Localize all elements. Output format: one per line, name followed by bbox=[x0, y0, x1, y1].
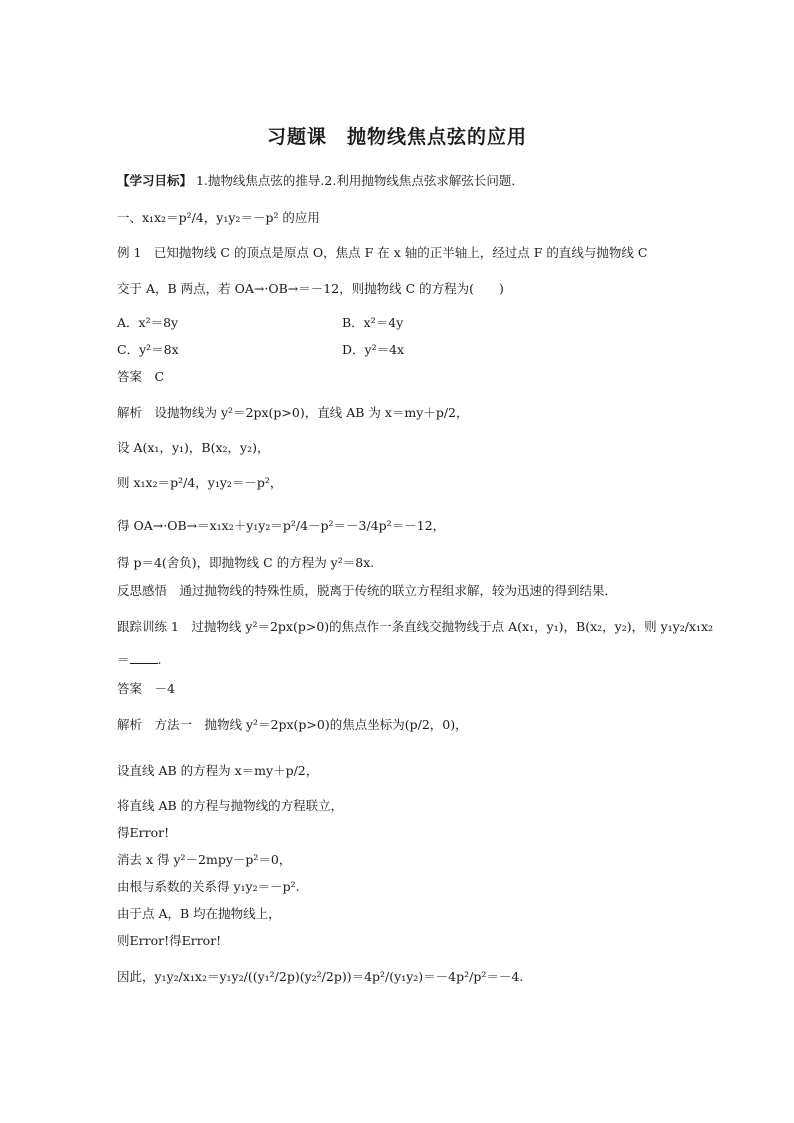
practice1-analysis-1: 解析 方法一 抛物线 y²＝2px(p>0)的焦点坐标为(p/2，0)， bbox=[117, 717, 468, 732]
example1-line1: 例 1 已知抛物线 C 的顶点是原点 O，焦点 F 在 x 轴的正半轴上，经过点 F 的直线与抛物线 C bbox=[117, 245, 648, 260]
practice1-analysis-5: 消去 x 得 y²－2mpy－p²＝0， bbox=[117, 852, 292, 867]
example1-analysis-4: 得 OA→·OB→＝x₁x₂＋y₁y₂＝p²/4－p²＝－3/4p²＝－12， bbox=[117, 518, 446, 533]
practice1-line2: ＝ . bbox=[117, 652, 162, 667]
practice1-analysis-8: 则Error!得Error! bbox=[117, 933, 222, 948]
example1-analysis-2: 设 A(x₁，y₁)，B(x₂，y₂)， bbox=[117, 440, 270, 455]
example1-analysis-5: 得 p＝4(舍负)，即抛物线 C 的方程为 y²＝8x. bbox=[117, 555, 375, 570]
option-b: B．x²＝4y bbox=[342, 315, 404, 330]
answer-blank bbox=[130, 651, 158, 664]
section1-heading: 一、x₁x₂＝p²/4，y₁y₂＝－p² 的应用 bbox=[117, 210, 320, 225]
practice1-analysis-3: 将直线 AB 的方程与抛物线的方程联立， bbox=[117, 798, 344, 813]
example1-answer: 答案 C bbox=[117, 369, 165, 384]
example1-analysis-3: 则 x₁x₂＝p²/4，y₁y₂＝－p²， bbox=[117, 475, 283, 490]
practice1-answer: 答案 －4 bbox=[117, 681, 175, 696]
learning-goal bbox=[117, 172, 524, 190]
practice1-analysis-9: 因此，y₁y₂/x₁x₂＝y₁y₂/((y₁²/2p)(y₂²/2p))＝4p²/(y₁y₂)＝－4p²/p²＝－4. bbox=[117, 969, 524, 984]
practice1-analysis-6: 由根与系数的关系得 y₁y₂＝－p². bbox=[117, 879, 300, 894]
practice1-analysis-4: 得Error! bbox=[117, 825, 170, 840]
example1-analysis-1: 解析 设抛物线为 y²＝2px(p>0)，直线 AB 为 x＝my＋p/2， bbox=[117, 405, 469, 420]
goal-label: 【学习目标】 bbox=[117, 173, 193, 188]
practice1-line1: 跟踪训练 1 过抛物线 y²＝2px(p>0)的焦点作一条直线交抛物线于点 A(x₁，y₁)，B(x₂，y₂)，则 y₁y₂/x₁x₂ bbox=[117, 619, 714, 634]
option-d: D．y²＝4x bbox=[342, 342, 405, 357]
page-title: 习题课 抛物线焦点弦的应用 bbox=[266, 126, 527, 148]
practice1-analysis-7: 由于点 A，B 均在抛物线上， bbox=[117, 906, 281, 921]
goal-text: 1.抛物线焦点弦的推导.2.利用抛物线焦点弦求解弦长问题． bbox=[196, 173, 524, 188]
example1-line2: 交于 A，B 两点，若 OA→·OB→＝－12，则抛物线 C 的方程为( ) bbox=[117, 281, 504, 296]
practice1-analysis-2: 设直线 AB 的方程为 x＝my＋p/2， bbox=[117, 763, 319, 778]
option-a: A．x²＝8y bbox=[117, 315, 179, 330]
option-c: C．y²＝8x bbox=[117, 342, 179, 357]
reflection: 反思感悟 通过抛物线的特殊性质，脱离于传统的联立方程组求解，较为迅速的得到结果． bbox=[117, 583, 618, 598]
